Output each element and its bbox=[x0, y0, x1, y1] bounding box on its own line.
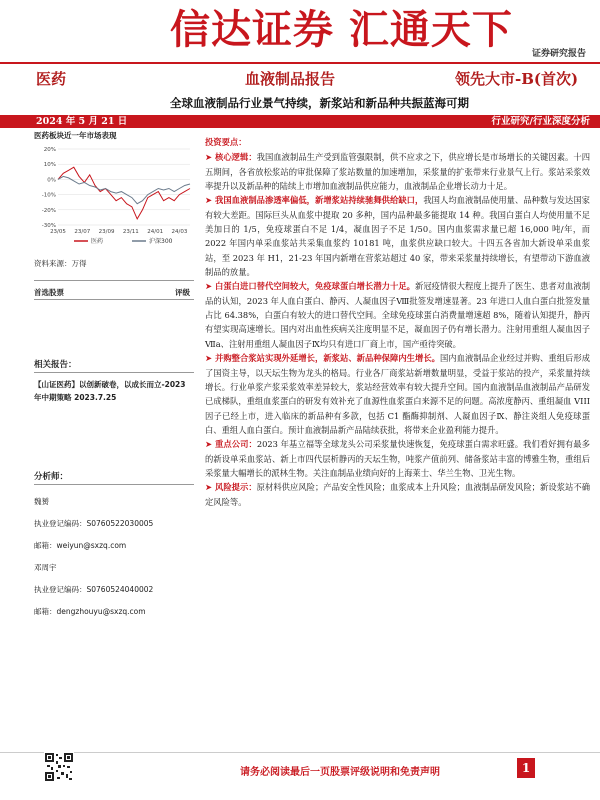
analyst-cert: 执业登记编码：S0760524040002 bbox=[34, 585, 154, 594]
stocks-header bbox=[34, 287, 194, 298]
y-tick-label: -30% bbox=[41, 223, 56, 229]
report-date: 2024 年 5 月 21 日 bbox=[36, 116, 128, 127]
analyst-title-text: 分析师： bbox=[34, 472, 69, 482]
investment-points bbox=[205, 150, 590, 509]
bullet-arrow-icon: ➤ bbox=[205, 152, 212, 163]
point-lead: 白蛋白进口替代空间较大，免疫球蛋白增长潜力十足。 bbox=[214, 281, 416, 292]
divider bbox=[34, 484, 194, 485]
series-line-1 bbox=[58, 176, 190, 203]
point-lead: 我国血液制品渗透率偏低，新增浆站持续驰舞供给缺口， bbox=[214, 195, 424, 206]
point-lead: 重点公司： bbox=[214, 439, 257, 450]
related-title bbox=[34, 358, 194, 370]
investment-point bbox=[205, 193, 590, 279]
x-tick-label: 24/01 bbox=[147, 229, 164, 235]
stocks-rating-label: 评级 bbox=[175, 288, 190, 297]
x-tick-label: 23/11 bbox=[122, 229, 139, 235]
analyst-email[interactable]: 邮箱：dengzhouyu@sxzq.com bbox=[34, 607, 146, 616]
brand-subtitle: 证券研究报告 bbox=[531, 49, 586, 59]
point-text: 国内血液制品企业经过并购、重组后形成了国资主导，以天坛生物为龙头的格局。行业各厂商浆站新增数量明显，受益于浆站的投产，采浆量持续增长。行业单浆产浆采浆效率差异较大，浆站经营效率有较大提升空间。国内血液制品血液制品产品研发已成梯队，重组血浆蛋白的研发有效补充了血源性血浆蛋白来源不足的问题。高浓度静丙、重组凝血 VIII 因子已经上市，进入临床的新品种有多款，包括 C1 酯酶抑制剂、人凝血因子Ⅸ、静注炎组人免疫球蛋白、重组人血白蛋白。预计血液制品新产品陆续获批，将带来企业盈利能力提升。 bbox=[205, 353, 590, 435]
industry-label: 医药 bbox=[36, 70, 67, 88]
legend-label: 医药 bbox=[91, 238, 104, 245]
investment-point bbox=[205, 437, 590, 480]
point-lead: 并购整合浆站实现外延增长，新浆站、新品种保障内生增长。 bbox=[214, 353, 441, 364]
chart-source: 资料来源：万得 bbox=[34, 259, 87, 268]
point-text: 我国人均血液制品使用量、品种数与发达国家有较大差距。国际巨头从血浆中提取 20 多种，国内品种最多能提取 14 种。我国白蛋白人均使用量不足美加日的 1/5，免疫球蛋白不足 1/4，凝血因子不足 1/50。国内血浆需求量已超 16,000 吨/年，而 2022 年国内单采血浆站共采集血浆约 10181 吨，血浆供应缺口较大。十四五各省加大新设单采血浆站，至 2023 年 H1，21-23 年国内新增在营浆站超过 40 家，带来采浆量持续增长，有望带动下游血液制品的放量。 bbox=[205, 195, 590, 278]
x-tick-label: 23/07 bbox=[74, 229, 91, 235]
investment-point bbox=[205, 150, 590, 193]
point-lead: 风险提示： bbox=[214, 482, 257, 493]
related-report-link[interactable]: 【山证医药】以创新破卷，以成长而立-2023 年中期策略 2023.7.25 bbox=[34, 380, 186, 402]
section-title: 投资要点： bbox=[205, 137, 247, 147]
divider bbox=[34, 280, 194, 281]
y-tick-label: -10% bbox=[41, 192, 56, 199]
bullet-arrow-icon: ➤ bbox=[205, 353, 212, 364]
legend-label: 沪深300 bbox=[149, 238, 173, 245]
analyst-block-1 bbox=[34, 491, 194, 557]
point-text: 新冠疫情很大程度上提升了医生、患者对血液制品的认知，2023 年人血白蛋白、静丙、人凝血因子Ⅷ批签发增速显著。23 年进口人血白蛋白批签发量占比 64.38%，白蛋白有较大的进口替代空间。全球免疫球蛋白消费量增速超 8%，随着认知提升，静丙有望实现高速增长。国内对出血性疾病关注度明显不足，凝血因子仍有增长潜力。注射用重组人凝血因子Ⅶa、注射用重组人凝血因子Ⅸ均只有进口厂商上市，国产亟待突破。 bbox=[205, 281, 590, 349]
bullet-arrow-icon: ➤ bbox=[205, 482, 212, 493]
report-subtitle: 全球血液制品行业景气持续，新浆站和新品种共振蓝海可期 bbox=[170, 96, 469, 110]
brand-logo: 信达证券 汇通天下 bbox=[170, 7, 513, 53]
y-tick-label: -20% bbox=[41, 207, 56, 214]
stocks-label: 首选股票 bbox=[34, 288, 64, 297]
main-content bbox=[205, 135, 590, 509]
disclaimer: 请务必阅读最后一页股票评级说明和免责声明 bbox=[240, 767, 440, 778]
bullet-arrow-icon: ➤ bbox=[205, 195, 212, 206]
chart-title-text: 医药板块近一年市场表现 bbox=[34, 131, 117, 140]
point-text: 原材料供应风险；产品安全性风险；血浆成本上升风险；血液制品研发风险；新设浆站不确定风险等。 bbox=[205, 482, 590, 507]
investment-point bbox=[205, 480, 590, 509]
bullet-arrow-icon: ➤ bbox=[205, 281, 212, 292]
point-text: 2023 年基立福等全球龙头公司采浆量快速恢复，免疫球蛋白需求旺盛。我们看好拥有最多的新设单采血浆站、新上市四代层析静丙的天坛生物，吨浆产值前列、储备浆站丰富的博雅生物，重组后采浆量大幅增长的派林生物。关注血制品业绩向好的上海莱士、华兰生物、卫光生物。 bbox=[205, 439, 590, 478]
qr-code-icon bbox=[44, 752, 74, 782]
analyst-block-2 bbox=[34, 557, 194, 623]
market-chart bbox=[34, 143, 194, 251]
y-tick-label: 10% bbox=[43, 162, 56, 169]
investment-point bbox=[205, 351, 590, 437]
analyst-cert: 执业登记编码：S0760522030005 bbox=[34, 519, 154, 528]
analyst-email[interactable]: 邮箱：weiyun@sxzq.com bbox=[34, 541, 127, 550]
page-number: 1 bbox=[517, 758, 535, 778]
related-title-text: 相关报告： bbox=[34, 360, 77, 370]
point-lead: 核心逻辑： bbox=[214, 152, 257, 163]
y-tick-label: 20% bbox=[43, 147, 56, 153]
y-tick-label: 0% bbox=[47, 177, 56, 184]
divider bbox=[34, 299, 194, 300]
analyst-title bbox=[34, 470, 194, 482]
divider bbox=[34, 372, 194, 373]
bullet-arrow-icon: ➤ bbox=[205, 439, 212, 450]
analyst-name: 魏赟 bbox=[34, 497, 49, 506]
x-tick-label: 24/03 bbox=[171, 229, 188, 235]
investment-point bbox=[205, 279, 590, 351]
chart-title bbox=[34, 130, 194, 141]
report-type: 血液制品报告 bbox=[245, 70, 336, 88]
analyst-name: 邓周宇 bbox=[34, 563, 57, 572]
footer-rule bbox=[0, 752, 600, 753]
report-category: 行业研究/行业深度分析 bbox=[491, 116, 590, 127]
point-text: 我国血液制品生产受到监管强限制，供不应求之下，供应增长是市场增长的关键因素。十四五期间，各省放松浆站的审批保障了浆站数量的加速增加，采浆量的扩张带来行业景气上行。浆站采浆效率提升以及新品种的陆续上市增加血液制品供应能力，血液制品企业增长动力十足。 bbox=[205, 152, 590, 192]
x-tick-label: 23/05 bbox=[50, 229, 66, 235]
header-rule bbox=[0, 62, 600, 64]
x-tick-label: 23/09 bbox=[98, 229, 115, 235]
rating-label: 领先大市-B(首次) bbox=[455, 70, 579, 88]
